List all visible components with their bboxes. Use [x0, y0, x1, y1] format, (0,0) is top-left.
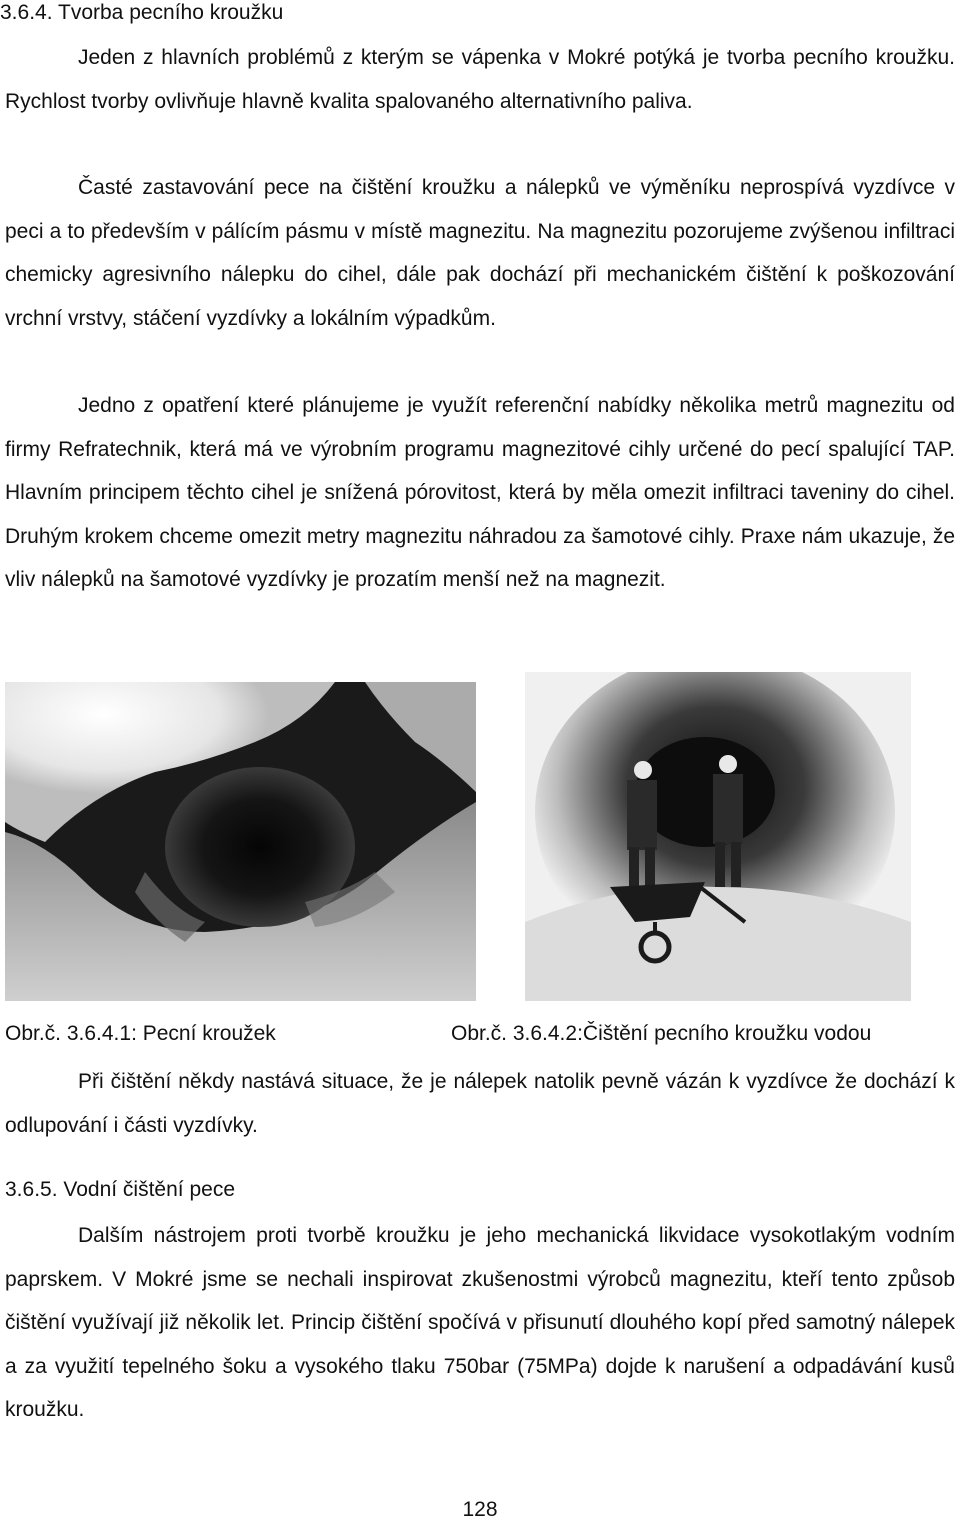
paragraph-intro: Jeden z hlavních problémů z kterým se vápenka v Mokré potýká je tvorba pecního kroužku. Rychlost tvorby ovlivňuje hlavně kvalita spalovaného alternativního paliva. [5, 46, 955, 113]
kiln-cleaning-photo [525, 672, 911, 1001]
kiln-ring-photo [5, 682, 476, 1001]
section-heading-tvorba: 3.6.4. Tvorba pecního kroužku [0, 1, 284, 24]
paragraph-odlupovani: Při čištění někdy nastává situace, že je nálepek natolik pevně vázán k vyzdívce že dochází k odlupování i části vyzdívky. [5, 1070, 955, 1137]
figure-caption-2: Obr.č. 3.6.4.2:Čištění pecního kroužku vodou [451, 1022, 872, 1045]
page-number: 128 [462, 1498, 498, 1521]
paragraph-zastavovani: Časté zastavování pece na čištění kroužku a nálepků ve výměníku neprospívá vyzdívce v peci a to především v pálícím pásmu v místě magnezitu. Na magnezitu pozorujeme zvýšenou infiltraci chemicky agresivního nálepku do cihel, dále pak dochází při mechanickém čištění k poškozování vrchní vrstvy, stáčení vyzdívky a lokálním výpadkům. [5, 176, 955, 330]
paragraph-opatreni: Jedno z opatření které plánujeme je využít referenční nabídky několika metrů magnezitu od firmy Refratechnik, která má ve výrobním programu magnezitové cihly určené do pecí spalující TAP. Hlavním principem těchto cihel je snížená pórovitost, která by měla omezit infiltraci taveniny do cihel. Druhým krokem chceme omezit metry magnezitu náhradou za šamotové cihly. Praxe nám ukazuje, že vliv nálepků na šamotové vyzdívky je prozatím menší než na magnezit. [5, 394, 955, 591]
paragraph-vodni-cisteni: Dalším nástrojem proti tvorbě kroužku je jeho mechanická likvidace vysokotlakým vodním paprskem. V Mokré jsme se nechali inspirovat zkušenostmi výrobců magnezitu, kteří tento způsob čištění využívají již několik let. Princip čištění spočívá v přisunutí dlouhého kopí před samotný nálepek a za využití tepelného šoku a vysokého tlaku 750bar (75MPa) dojde k narušení a odpadávání kusů kroužku. [5, 1224, 955, 1421]
figure-caption-1: Obr.č. 3.6.4.1: Pecní kroužek [5, 1022, 276, 1045]
section-heading-vodni-cisteni: 3.6.5. Vodní čištění pece [5, 1178, 235, 1201]
